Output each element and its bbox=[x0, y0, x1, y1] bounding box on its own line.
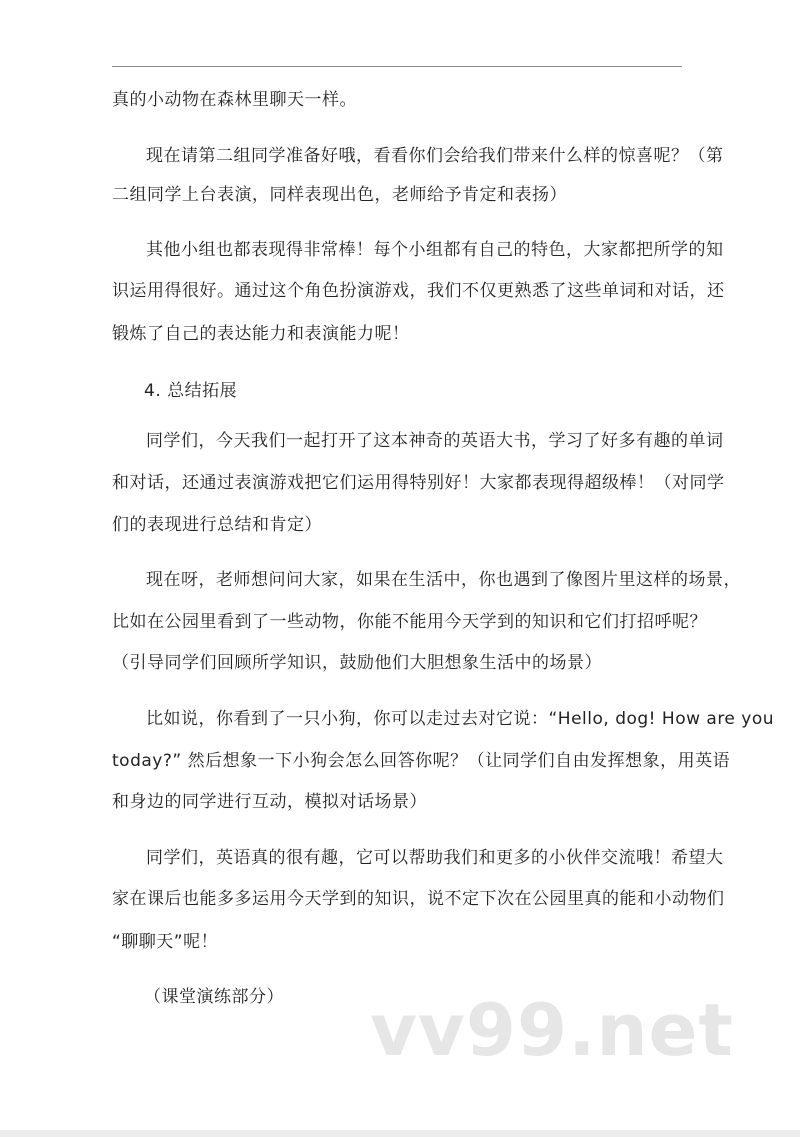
paragraph-line: 现在请第二组同学准备好哦，看看你们会给我们带来什么样的惊喜呢？（第 bbox=[146, 146, 724, 166]
paragraph-line: 们的表现进行总结和肯定） bbox=[112, 515, 322, 535]
paragraph-line: 同学们，今天我们一起打开了这本神奇的英语大书，学习了好多有趣的单词 bbox=[146, 431, 724, 451]
paragraph-line: 家在课后也能多多运用今天学到的知识，说不定下次在公园里真的能和小动物们 bbox=[112, 889, 725, 909]
section-heading: 4. 总结拓展 bbox=[144, 381, 238, 401]
header-rule bbox=[112, 66, 682, 67]
paragraph-line: 和对话，还通过表演游戏把它们运用得特别好！大家都表现得超级棒！（对同学 bbox=[112, 473, 725, 493]
paragraph-line: 锻炼了自己的表达能力和表演能力呢！ bbox=[112, 324, 410, 344]
paragraph-line: 比如在公园里看到了一些动物，你能不能用今天学到的知识和它们打招呼呢？ bbox=[112, 612, 707, 632]
paragraph-line: 二组同学上台表演，同样表现出色，老师给予肯定和表扬） bbox=[112, 185, 567, 205]
paragraph-line: 识运用得很好。通过这个角色扮演游戏，我们不仅更熟悉了这些单词和对话，还 bbox=[112, 281, 725, 301]
paragraph-line: today?” 然后想象一下小狗会怎么回答你呢？（让同学们自由发挥想象，用英语 bbox=[112, 751, 731, 771]
paragraph-line: 同学们，英语真的很有趣，它可以帮助我们和更多的小伙伴交流哦！希望大 bbox=[146, 848, 724, 868]
paragraph-line: 比如说，你看到了一只小狗，你可以走过去对它说：“Hello, dog! How are you bbox=[146, 709, 775, 729]
paragraph-line: （课堂演练部分） bbox=[144, 987, 284, 1007]
paragraph-line: 真的小动物在森林里聊天一样。 bbox=[112, 90, 357, 110]
watermark: vv99.net bbox=[370, 988, 734, 1072]
paragraph-line: 和身边的同学进行互动，模拟对话场景） bbox=[112, 792, 427, 812]
paragraph-line: 其他小组也都表现得非常棒！每个小组都有自己的特色，大家都把所学的知 bbox=[146, 240, 724, 260]
paragraph-line: （引导同学们回顾所学知识，鼓励他们大胆想象生活中的场景） bbox=[112, 653, 602, 673]
paragraph-line: 现在呀，老师想问问大家，如果在生活中，你也遇到了像图片里这样的场景， bbox=[146, 570, 741, 590]
page-bottom-edge bbox=[0, 1130, 800, 1137]
paragraph-line: “聊聊天”呢！ bbox=[112, 932, 219, 952]
